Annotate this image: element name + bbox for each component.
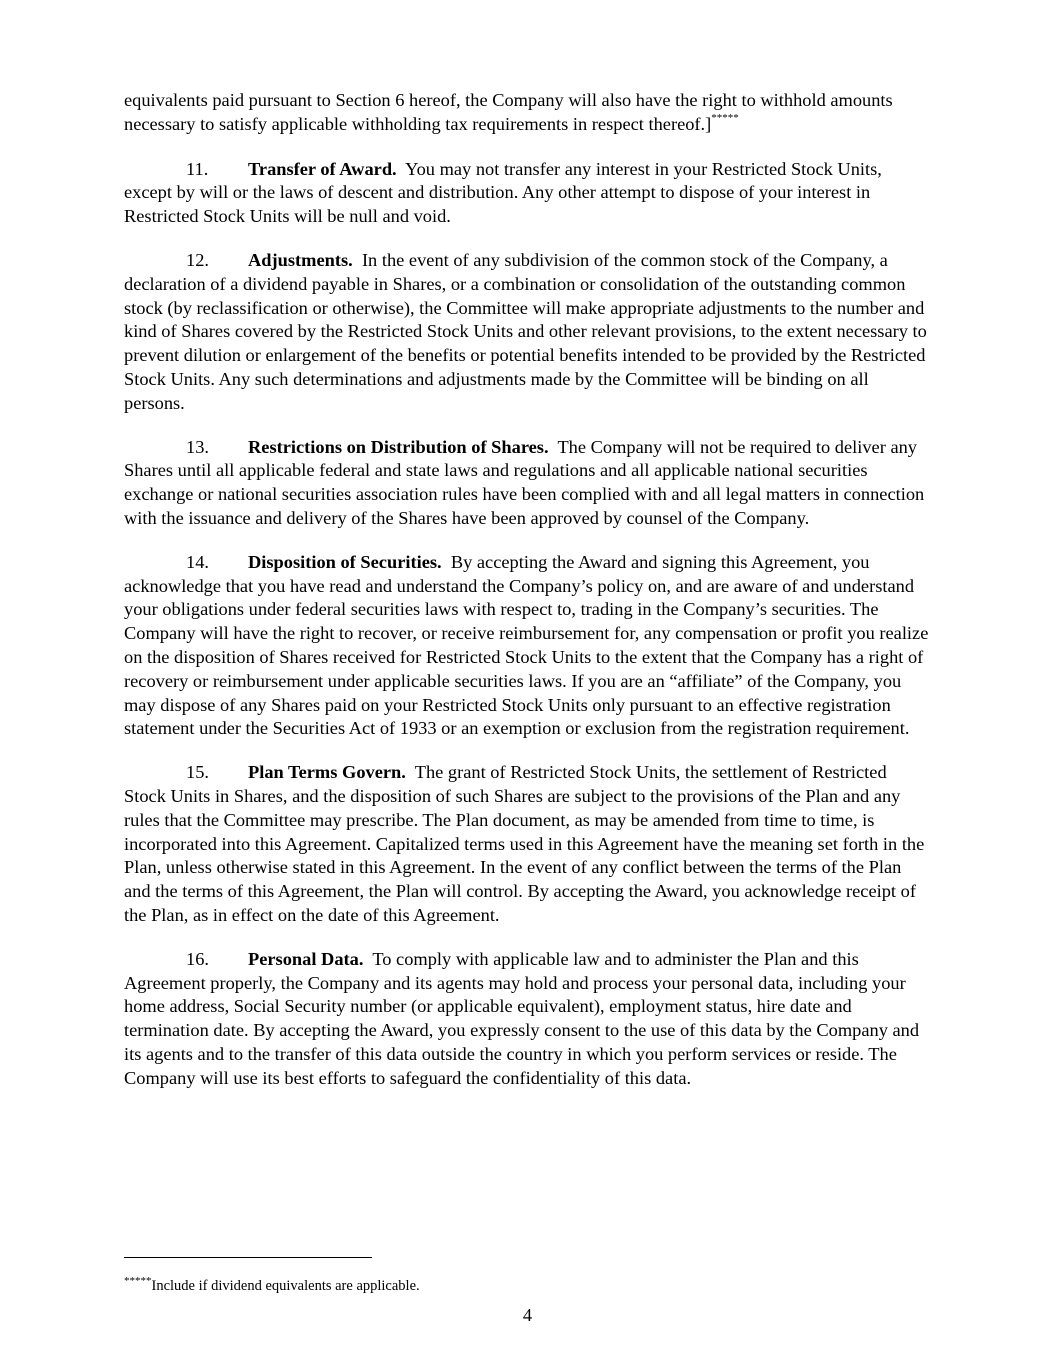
section-body: To comply with applicable law and to administer the Plan and this Agreement properly, the Company and its agents may hold and process your personal data, including your home address, Social Security number (or applicable equivalent), employment status, hire date and termination date. By accepting the Award, you expressly consent to the use of this data by the Company and its agents and to the transfer of this data outside the country in which you perform services or reside. The Company will use its best efforts to safeguard the confidentiality of this data. <box>124 948 920 1088</box>
section-15 <box>124 761 932 928</box>
section-number: 13. <box>186 436 209 457</box>
section-number: 14. <box>186 551 209 572</box>
section-number: 12. <box>186 249 209 270</box>
section-heading: Adjustments. <box>248 249 353 270</box>
footnote-separator <box>124 1257 372 1258</box>
section-body: By accepting the Award and signing this Agreement, you acknowledge that you have read and understand the Company’s policy on, and are aware of and understand your obligations under federal securities laws with respect to, trading in the Company’s securities. The Company will have the right to recover, or receive reimbursement for, any compensation or profit you realize on the disposition of Shares received for Restricted Stock Units to the extent that the Company has a right of recovery or reimbursement under applicable securities laws. If you are an “affiliate” of the Company, you may dispose of any Shares paid on your Restricted Stock Units only pursuant to an effective registration statement under the Securities Act of 1933 or an exemption or exclusion from the registration requirement. <box>124 551 929 739</box>
footnote <box>124 1272 420 1295</box>
page-number: 4 <box>522 1305 533 1325</box>
section-heading: Disposition of Securities. <box>248 551 442 572</box>
section-number: 16. <box>186 948 209 969</box>
section-heading: Transfer of Award. <box>248 158 397 179</box>
section-11 <box>124 158 932 229</box>
section-heading: Personal Data. <box>248 948 364 969</box>
section-body: The grant of Restricted Stock Units, the settlement of Restricted Stock Units in Shares, and the disposition of such Shares are subject to the provisions of the Plan and any rules that the Committee may prescribe. The Plan document, as may be amended from time to time, is incorporated into this Agreement. Capitalized terms used in this Agreement have the meaning set forth in the Plan, unless otherwise stated in this Agreement. In the event of any conflict between the terms of the Plan and the terms of this Agreement, the Plan will control. By accepting the Award, you acknowledge receipt of the Plan, as in effect on the date of this Agreement. <box>124 762 925 925</box>
section-12 <box>124 249 932 416</box>
intro-paragraph <box>124 89 932 137</box>
footnote-reference: ***** <box>711 111 739 124</box>
document-page <box>124 89 932 1110</box>
section-number: 11. <box>186 158 209 179</box>
section-heading: Restrictions on Distribution of Shares. <box>248 436 549 457</box>
footnote-text: Include if dividend equivalents are applicable. <box>151 1278 420 1294</box>
section-number: 15. <box>186 762 209 783</box>
section-13 <box>124 436 932 531</box>
section-body: In the event of any subdivision of the common stock of the Company, a declaration of a dividend payable in Shares, or a combination or consolidation of the outstanding common stock (by reclassification or otherwise), the Committee will make appropriate adjustments to the number and kind of Shares covered by the Restricted Stock Units and other relevant provisions, to the extent necessary to prevent dilution or enlargement of the benefits or potential benefits intended to be provided by the Restricted Stock Units. Any such determinations and adjustments made by the Committee will be binding on all persons. <box>124 249 927 413</box>
section-body: You may not transfer any interest in your Restricted Stock Units, except by will or the laws of descent and distribution. Any other attempt to dispose of your interest in Restricted Stock Units will be null and void. <box>124 158 882 227</box>
footnote-mark: ***** <box>124 1275 152 1287</box>
section-14 <box>124 551 932 741</box>
section-body: The Company will not be required to deliver any Shares until all applicable federal and state laws and regulations and all applicable national securities exchange or national securities association rules have been complied with and all legal matters in connection with the issuance and delivery of the Shares have been approved by counsel of the Company. <box>124 436 925 528</box>
intro-text: equivalents paid pursuant to Section 6 hereof, the Company will also have the right to withhold amounts necessary to satisfy applicable withholding tax requirements in respect thereof.] <box>124 90 893 134</box>
section-heading: Plan Terms Govern. <box>248 762 406 783</box>
section-16 <box>124 948 932 1091</box>
